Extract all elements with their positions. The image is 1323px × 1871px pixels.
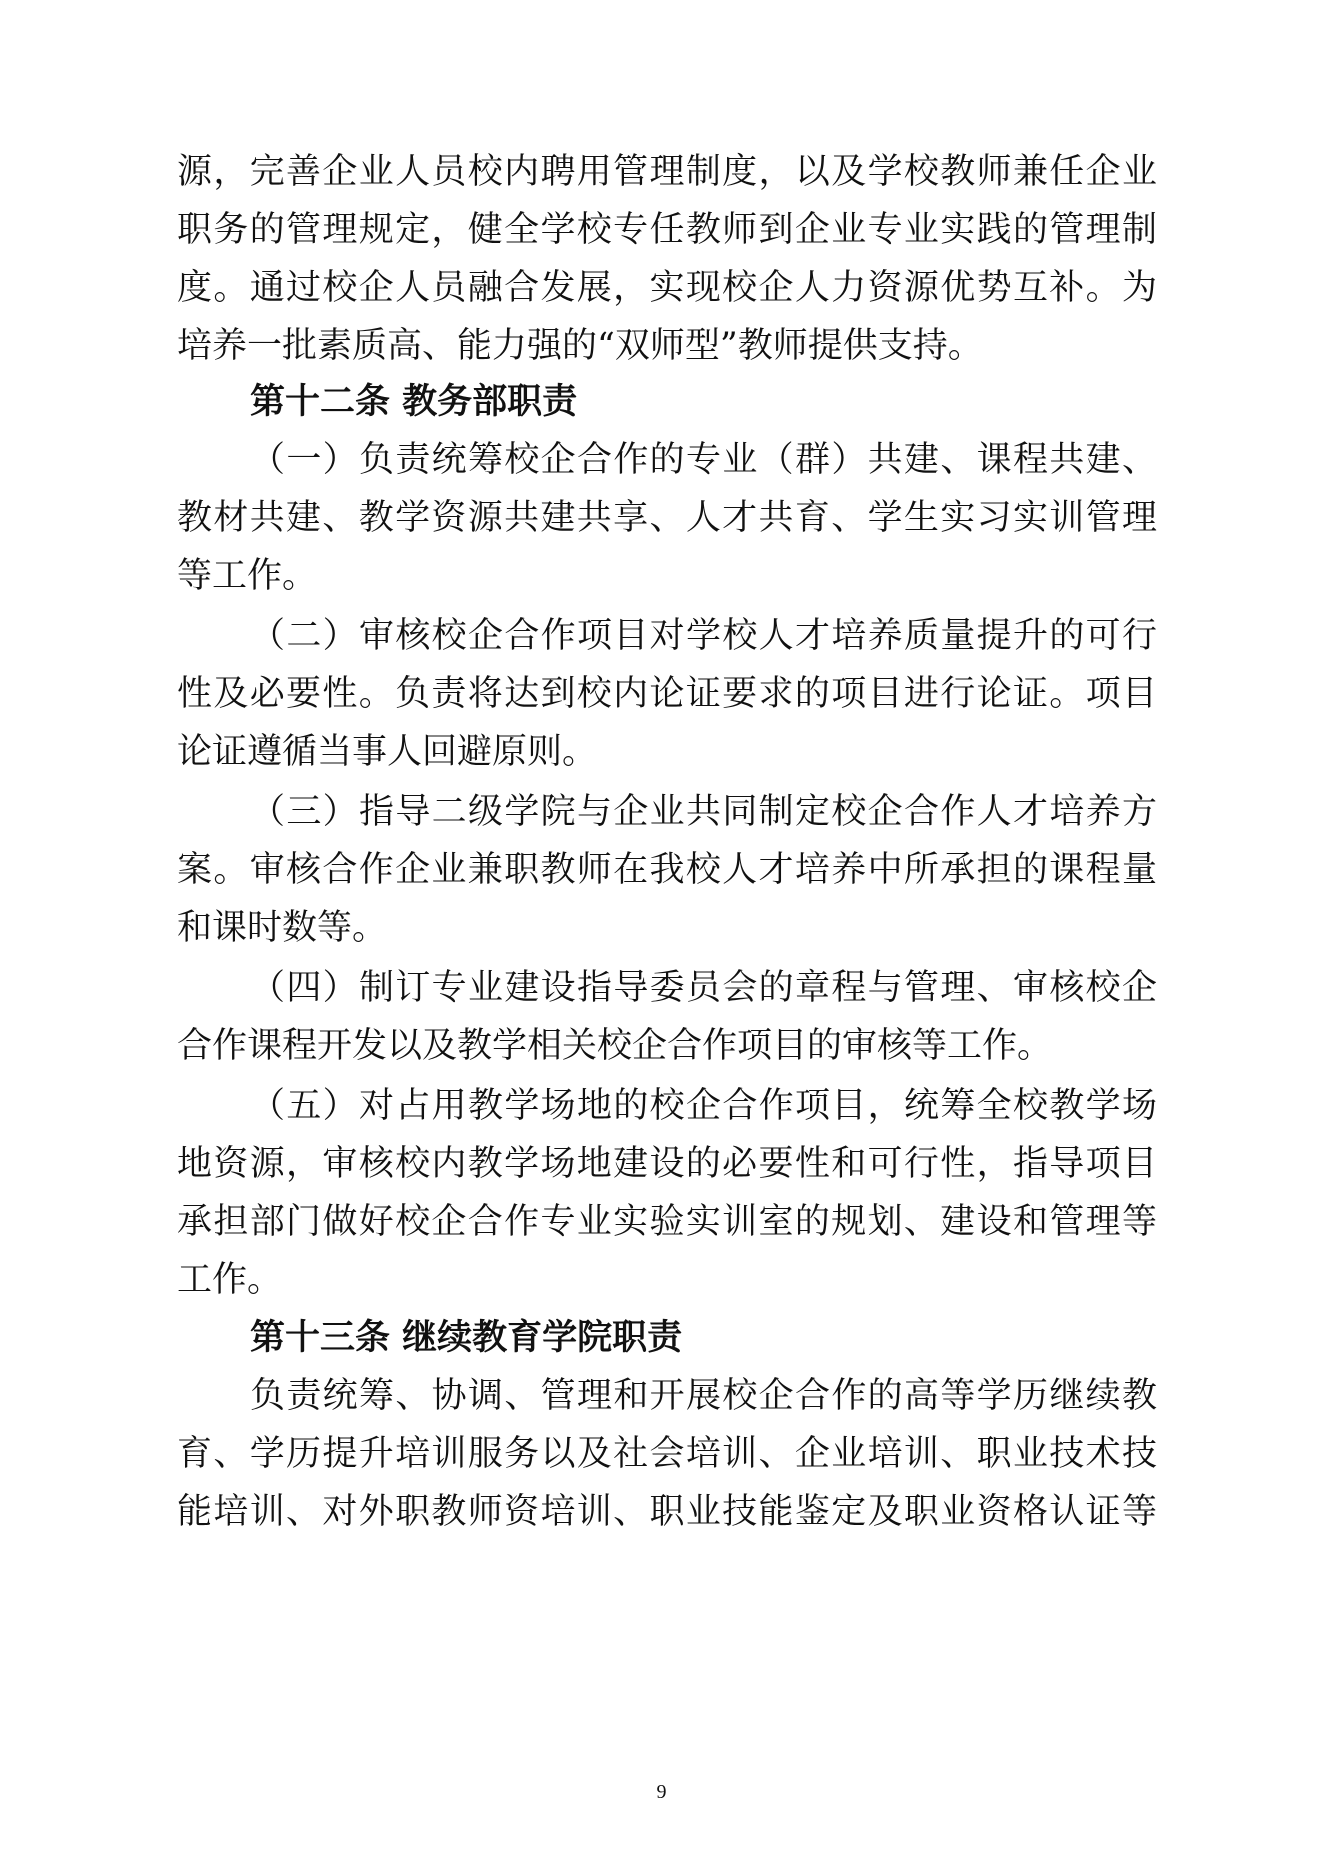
section-heading-article-13: 第十三条 继续教育学院职责	[250, 1317, 683, 1358]
body-text-line: 等工作。	[177, 556, 318, 596]
body-text-line: 度。通过校企人员融合发展，实现校企人力资源优势互补。为	[177, 268, 1157, 308]
body-text-line: （三）指导二级学院与企业共同制定校企合作人才培养方	[250, 792, 1157, 832]
page-number: 9	[656, 1781, 667, 1803]
body-text-line: 地资源，审核校内教学场地建设的必要性和可行性，指导项目	[177, 1144, 1157, 1184]
section-heading-article-12: 第十二条 教务部职责	[250, 381, 578, 422]
body-text-line: 源，完善企业人员校内聘用管理制度，以及学校教师兼任企业	[177, 152, 1157, 192]
body-text-line: 工作。	[177, 1260, 283, 1300]
body-text-line: 合作课程开发以及教学相关校企合作项目的审核等工作。	[177, 1026, 1053, 1066]
body-text-line: 论证遵循当事人回避原则。	[177, 732, 598, 772]
body-text-line: （一）负责统筹校企合作的专业（群）共建、课程共建、	[250, 440, 1157, 480]
body-text-line: 承担部门做好校企合作专业实验实训室的规划、建设和管理等	[177, 1202, 1157, 1242]
body-text-line: 育、学历提升培训服务以及社会培训、企业培训、职业技术技	[177, 1434, 1157, 1474]
body-text-line: 职务的管理规定，健全学校专任教师到企业专业实践的管理制	[177, 210, 1157, 250]
body-text-line: 性及必要性。负责将达到校内论证要求的项目进行论证。项目	[177, 674, 1157, 714]
body-text-line: （五）对占用教学场地的校企合作项目，统筹全校教学场	[250, 1086, 1157, 1126]
body-text-line: （二）审核校企合作项目对学校人才培养质量提升的可行	[250, 616, 1157, 656]
body-text-line: 培养一批素质高、能力强的“双师型”教师提供支持。	[177, 326, 983, 366]
body-text-line: （四）制订专业建设指导委员会的章程与管理、审核校企	[250, 968, 1157, 1008]
body-text-line: 负责统筹、协调、管理和开展校企合作的高等学历继续教	[250, 1376, 1157, 1416]
body-text-line: 案。审核合作企业兼职教师在我校人才培养中所承担的课程量	[177, 850, 1157, 890]
body-text-line: 和课时数等。	[177, 908, 388, 948]
body-text-line: 能培训、对外职教师资培训、职业技能鉴定及职业资格认证等	[177, 1492, 1157, 1532]
body-text-line: 教材共建、教学资源共建共享、人才共育、学生实习实训管理	[177, 498, 1157, 538]
